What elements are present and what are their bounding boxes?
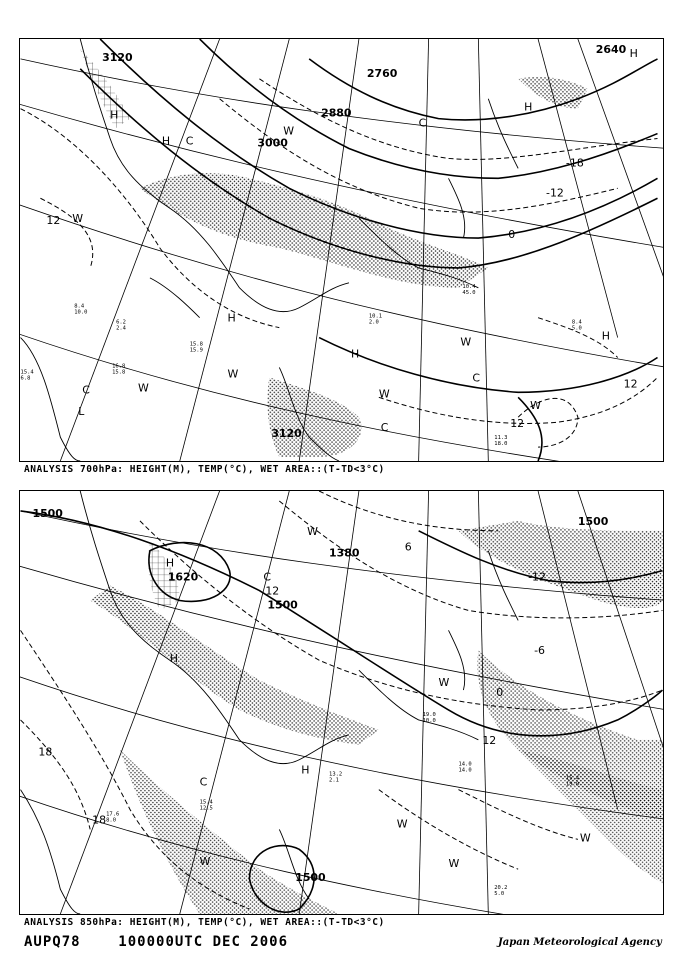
station-dewpoint: 2.4: [116, 325, 126, 332]
valid-time: 100000UTC DEC 2006: [118, 934, 289, 950]
station-plot: 6.2 2.4: [116, 319, 126, 332]
station-plot: 15.8 15.9: [189, 341, 203, 354]
pressure-center: W: [448, 857, 460, 871]
temp-label: 18: [92, 813, 107, 827]
pressure-center: W: [72, 212, 84, 226]
height-label-1500: 1500: [32, 506, 63, 520]
station-dewpoint: 14.0: [458, 767, 472, 774]
station-plot: 15.4 6.8: [20, 369, 34, 382]
station-dewpoint: 10.0: [422, 717, 436, 724]
station-plot: 15.4 19.0: [565, 775, 580, 788]
station-plot: 17.6 8.0: [106, 811, 120, 824]
map-panel-700hpa: [19, 38, 664, 462]
pressure-center: H: [165, 556, 175, 570]
height-label-1380: 1380: [329, 546, 360, 560]
pressure-center: W: [199, 855, 211, 869]
station-plot: 20.2 5.0: [494, 885, 508, 898]
station-dewpoint: 18.0: [494, 441, 508, 448]
station-dewpoint: 6.8: [20, 375, 31, 382]
pressure-center: H: [601, 329, 611, 343]
height-label-3120: 3120: [102, 50, 133, 64]
panel-caption-700hpa: ANALYSIS 700hPa: HEIGHT(M), TEMP(°C), WET AREA::(T-TD<3°C): [24, 464, 385, 475]
temp-label: 12: [623, 377, 638, 391]
station-dewpoint: 15.8: [112, 369, 126, 376]
temp-label: -18: [565, 156, 584, 170]
station-plot: 8.4 10.0: [74, 303, 88, 316]
pressure-center: W: [307, 524, 318, 538]
pressure-center: C: [185, 134, 194, 148]
map-850hpa-svg: [20, 491, 663, 914]
wet-area: [140, 173, 488, 288]
pressure-center: W: [530, 399, 541, 413]
agency-credit: Japan Meteorological Agency: [498, 937, 662, 948]
station-plot: 19.0 10.0: [422, 711, 436, 724]
station-dewpoint: 12.5: [199, 805, 213, 812]
chart-header: [24, 934, 288, 950]
pressure-center: W: [227, 367, 239, 381]
map-panel-850hpa: [19, 490, 664, 915]
station-dewpoint: 19.0: [565, 781, 580, 788]
station-dewpoint: 10.0: [74, 309, 88, 316]
pressure-center: C: [380, 421, 389, 435]
height-label-3000: 3000: [257, 136, 288, 150]
temp-label: 12: [46, 214, 61, 228]
station-plot: 15.4 12.5: [199, 799, 213, 812]
pressure-center: W: [438, 676, 450, 690]
height-label-2760: 2760: [366, 66, 398, 80]
wet-area: [267, 377, 361, 457]
pressure-center: C: [263, 570, 272, 584]
pressure-center: C: [199, 775, 208, 789]
temp-label: 6: [404, 540, 412, 554]
pressure-center: L: [78, 405, 85, 419]
pressure-center: C: [472, 371, 481, 385]
station-plot: 10.1 2.0: [368, 313, 383, 326]
height-label-2640: 2640: [595, 42, 627, 56]
map-700hpa-svg: [20, 39, 663, 461]
temp-label: 0: [508, 228, 516, 242]
station-dewpoint: 15.9: [189, 347, 203, 354]
pressure-center: H: [161, 134, 171, 148]
temp-label: -6: [534, 644, 545, 658]
pressure-center: H: [629, 46, 638, 60]
station-plot: 11.3 18.0: [494, 435, 508, 448]
temp-label: 12: [510, 417, 525, 431]
pressure-center: C: [82, 383, 90, 397]
height-label-3120b: 3120: [271, 427, 302, 441]
pressure-center: W: [283, 124, 295, 138]
pressure-center: W: [137, 381, 149, 395]
temp-label: 18: [38, 745, 53, 759]
station-dewpoint: 2.1: [329, 777, 339, 784]
station-plot: 10.4 45.0: [462, 283, 476, 296]
height-label-1500c: 1500: [295, 871, 326, 885]
height-label-1620: 1620: [167, 570, 199, 584]
station-dewpoint: 2.0: [368, 319, 379, 326]
chart-code: AUPQ78: [24, 934, 81, 950]
station-dewpoint: 5.0: [494, 891, 505, 898]
pressure-center: H: [524, 100, 533, 114]
pressure-center: H: [169, 652, 179, 666]
pressure-center: W: [460, 335, 472, 349]
pressure-center: H: [350, 347, 360, 361]
temp-label: 12: [482, 733, 497, 747]
pressure-center: W: [378, 387, 390, 401]
station-plot: 8.4 5.0: [571, 319, 582, 332]
height-label-2880: 2880: [321, 106, 352, 120]
pressure-center: H: [227, 311, 236, 325]
temp-label: 12: [265, 584, 280, 598]
temp-label: -12: [528, 570, 546, 584]
height-label-1500d: 1500: [577, 514, 609, 528]
station-dewpoint: 5.0: [571, 325, 582, 332]
wet-area: [458, 521, 662, 608]
pressure-center: H: [301, 763, 310, 777]
pressure-center: W: [396, 817, 408, 831]
station-dewpoint: 45.0: [462, 289, 476, 296]
temp-label: 0: [496, 686, 504, 700]
height-label-1500b: 1500: [267, 598, 298, 612]
pressure-center: H: [110, 108, 119, 122]
station-plot: 14.0 14.0: [458, 761, 472, 774]
temp-label: -12: [546, 186, 564, 200]
station-dewpoint: 8.0: [106, 817, 117, 824]
station-plot: 16.8 15.8: [112, 363, 126, 376]
panel-caption-850hpa: ANALYSIS 850hPa: HEIGHT(M), TEMP(°C), WET AREA::(T-TD<3°C): [24, 917, 385, 928]
station-plot: 13.2 2.1: [329, 771, 343, 784]
pressure-center: W: [579, 831, 591, 845]
pressure-center: C: [418, 116, 427, 130]
wet-area: [90, 586, 379, 745]
